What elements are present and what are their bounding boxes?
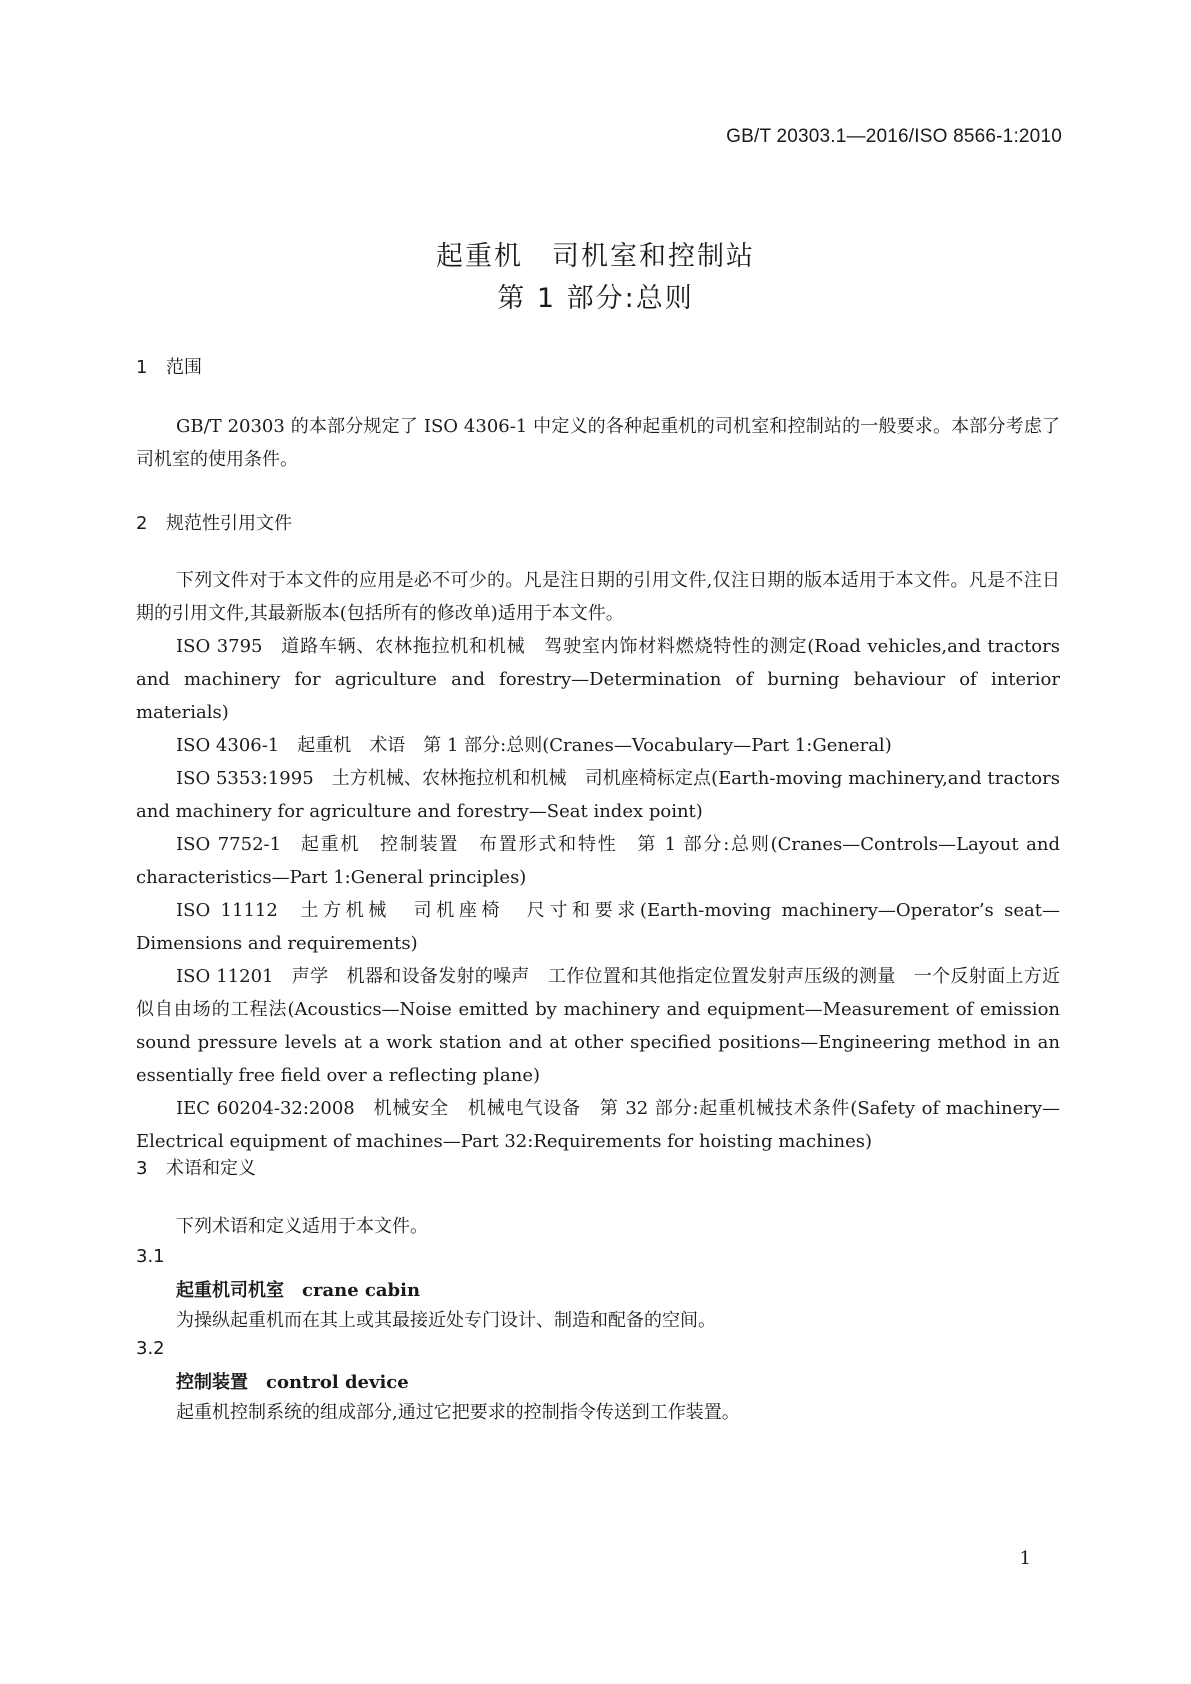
section-title: 术语和定义	[166, 1158, 256, 1179]
section-number: 3	[136, 1158, 148, 1179]
term-definition: 为操纵起重机而在其上或其最接近处专门设计、制造和配备的空间。	[176, 1310, 716, 1331]
term-heading	[176, 1276, 420, 1302]
reference-item	[136, 894, 1060, 960]
reference-item	[136, 729, 1060, 762]
reference-code: ISO 3795	[176, 636, 263, 657]
section-3-heading	[136, 1154, 256, 1180]
section-number: 1	[136, 357, 148, 378]
section-2-body	[136, 564, 1060, 1158]
doc-title-line2: 第 1 部分:总则	[497, 283, 694, 314]
reference-title: 机械安全 机械电气设备 第 32 部分:起重机械技术条件(Safety of machinery—Electrical equipment of machines—Part 32:Requirements for hoisting machines)	[136, 1098, 1060, 1152]
reference-title: 声学 机器和设备发射的噪声 工作位置和其他指定位置发射声压级的测量 一个反射面上方近似自由场的工程法(Acoustics—Noise emitted by machinery and equipment—Measurement of emission sound pressure levels at a work station and at other specified positions—Engineering method in an essentially free field over a reflecting plane)	[136, 966, 1060, 1086]
term-zh: 控制装置	[176, 1372, 248, 1393]
section-2-heading	[136, 509, 292, 535]
term-heading	[176, 1368, 409, 1394]
reference-title: 起重机 控制装置 布置形式和特性 第 1 部分:总则(Cranes—Controls—Layout and characteristics—Part 1:General principles)	[136, 834, 1060, 888]
term-en: control device	[266, 1372, 409, 1393]
section-1-body	[136, 410, 1060, 476]
normative-intro: 下列文件对于本文件的应用是必不可少的。凡是注日期的引用文件,仅注日期的版本适用于本文件。凡是不注日期的引用文件,其最新版本(包括所有的修改单)适用于本文件。	[136, 570, 1060, 624]
reference-item	[136, 960, 1060, 1092]
scope-paragraph: GB/T 20303 的本部分规定了 ISO 4306-1 中定义的各种起重机的司机室和控制站的一般要求。本部分考虑了司机室的使用条件。	[136, 416, 1060, 470]
term-number: 3.1	[136, 1246, 165, 1267]
doc-title-line1: 起重机 司机室和控制站	[436, 241, 755, 272]
term-zh: 起重机司机室	[176, 1280, 284, 1301]
section-number: 2	[136, 513, 148, 534]
page-number: 1	[1019, 1548, 1031, 1569]
section-title: 范围	[166, 357, 202, 378]
term-number: 3.2	[136, 1338, 165, 1359]
reference-code: ISO 4306-1	[176, 735, 280, 756]
reference-code: ISO 5353:1995	[176, 768, 314, 789]
reference-code: ISO 11112	[176, 900, 278, 921]
reference-title: 土方机械 司机座椅 尺寸和要求(Earth-moving machinery—Operator’s seat—Dimensions and requirements)	[136, 900, 1060, 954]
section-title: 规范性引用文件	[166, 513, 292, 534]
section-3-intro	[136, 1210, 1060, 1243]
reference-code: ISO 11201	[176, 966, 274, 987]
term-definition: 起重机控制系统的组成部分,通过它把要求的控制指令传送到工作装置。	[176, 1402, 740, 1423]
reference-code: ISO 7752-1	[176, 834, 282, 855]
term-en: crane cabin	[302, 1280, 421, 1301]
terms-intro: 下列术语和定义适用于本文件。	[176, 1216, 428, 1237]
reference-item	[136, 762, 1060, 828]
reference-item	[136, 1092, 1060, 1158]
section-1-heading	[136, 353, 202, 379]
reference-item	[136, 828, 1060, 894]
reference-code: IEC 60204-32:2008	[176, 1098, 355, 1119]
standard-id: GB/T 20303.1—2016/ISO 8566-1:2010	[726, 126, 1062, 147]
reference-title: 起重机 术语 第 1 部分:总则(Cranes—Vocabulary—Part 1:General)	[297, 735, 892, 756]
reference-item	[136, 630, 1060, 729]
reference-title: 土方机械、农林拖拉机和机械 司机座椅标定点(Earth-moving machinery,and tractors and machinery for agriculture and forestry—Seat index point)	[136, 768, 1060, 822]
reference-title: 道路车辆、农林拖拉机和机械 驾驶室内饰材料燃烧特性的测定(Road vehicles,and tractors and machinery for agriculture and forestry—Determination of burning behaviour of interior materials)	[136, 636, 1060, 723]
